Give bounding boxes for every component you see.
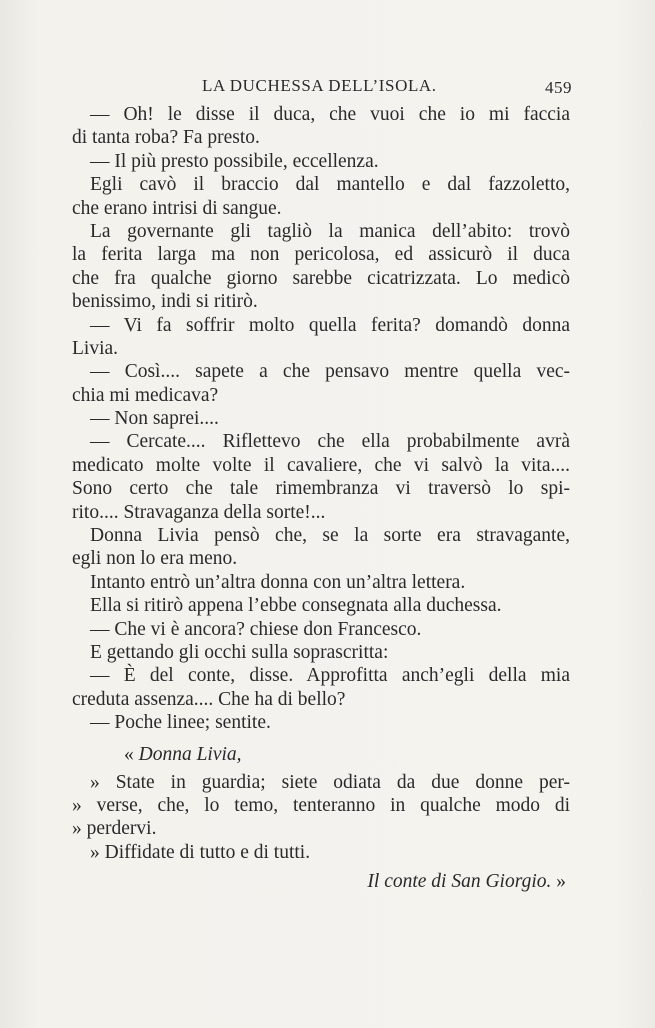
text-line: Donna Livia pensò che, se la sorte era stravagante, xyxy=(90,525,570,547)
text-line: — Oh! le disse il duca, che vuoi che io mi faccia xyxy=(90,104,570,125)
running-title: LA DUCHESSA DELL’ISOLA. xyxy=(202,76,437,95)
letter-salutation xyxy=(72,743,570,767)
text-line: creduta assenza.... Che ha di bello? xyxy=(72,688,346,710)
text-line: — Non saprei.... xyxy=(90,408,219,430)
signature-text: Il conte di San Giorgio. xyxy=(367,871,552,893)
page-body xyxy=(72,103,570,894)
text-line: medicato molte volte il cavaliere, che vi salvò la vita.... xyxy=(72,454,570,476)
text-line: » State in guardia; siete odiata da due donne per- xyxy=(90,771,570,793)
text-line: » perdervi. xyxy=(72,818,157,840)
text-line: Intanto entrò un’altra donna con un’altra lettera. xyxy=(90,571,466,593)
text-line: Egli cavò il braccio dal mantello e dal fazzoletto, xyxy=(90,174,570,196)
text-line: la ferita larga ma non pericolosa, ed assicurò il duca xyxy=(72,244,570,266)
text-line: — Vi fa soffrir molto quella ferita? domandò donna xyxy=(90,314,570,336)
text-line: che erano intrisi di sangue. xyxy=(72,197,282,219)
letter xyxy=(72,743,570,894)
text-line: che fra qualche giorno sarebbe cicatrizzata. Lo medicò xyxy=(72,267,570,289)
text-line: — Che vi è ancora? chiese don Francesco. xyxy=(90,618,422,640)
text-line: di tanta roba? Fa presto. xyxy=(72,127,260,149)
letter-signature xyxy=(72,870,570,893)
text-line: — Il più presto possibile, eccellenza. xyxy=(90,150,379,172)
text-line: — È del conte, disse. Approfitta anch’egli della mia xyxy=(90,665,570,687)
page-number: 459 xyxy=(545,78,572,97)
letter-body xyxy=(72,771,570,865)
text-line: Sono certo che tale rimembranza vi traversò lo spi- xyxy=(72,478,570,500)
text-line: rito.... Stravaganza della sorte!... xyxy=(72,501,326,523)
text-line: — Poche linee; sentite. xyxy=(90,712,271,734)
text-line: — Cercate.... Riflettevo che ella probabilmente avrà xyxy=(90,431,570,453)
text-line: egli non lo era meno. xyxy=(72,548,238,570)
text-line: Ella si ritirò appena l’ebbe consegnata alla duchessa. xyxy=(90,595,502,617)
text-line: » Diffidate di tutto e di tutti. xyxy=(90,841,311,863)
text-line: » verse, che, lo temo, tenteranno in qualche modo di xyxy=(72,794,570,816)
salutation-text: Donna Livia, xyxy=(138,743,242,765)
text-line: chia mi medicava? xyxy=(72,384,219,406)
salutation-quote: « xyxy=(124,743,134,765)
narrative-text xyxy=(72,103,570,735)
text-line: Livia. xyxy=(72,337,119,359)
page-header xyxy=(72,76,572,98)
text-line: benissimo, indi si ritirò. xyxy=(72,291,258,313)
text-line: E gettando gli occhi sulla soprascritta: xyxy=(90,641,389,663)
text-line: La governante gli tagliò la manica dell’abito: trovò xyxy=(90,220,570,242)
text-line: — Così.... sapete a che pensavo mentre quella vec- xyxy=(90,361,570,383)
signature-close-quote: » xyxy=(556,871,566,893)
